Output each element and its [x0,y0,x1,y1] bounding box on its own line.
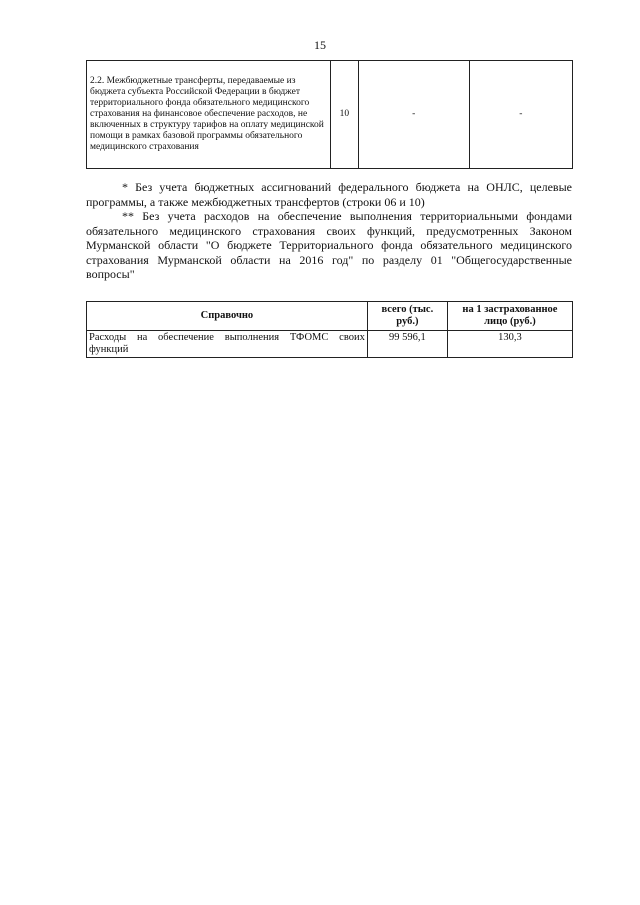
footnote-1: * Без учета бюджетных ассигнований федерального бюджета на ОНЛС, целевые программы, а также межбюджетных трансфертов (строки 06 и 10) [86,180,572,209]
row-per-person: 130,3 [447,331,572,358]
row-value-1: - [358,61,469,169]
row-code: 10 [331,61,359,169]
reference-table [86,301,573,358]
transfers-table [86,60,573,169]
table-row [87,331,573,358]
table-header-row [87,302,573,331]
row-label: Расходы на обеспечение выполнения ТФОМС своих функций [87,331,368,358]
row-total: 99 596,1 [367,331,447,358]
header-per-person: на 1 застрахованное лицо (руб.) [447,302,572,331]
footnotes [86,180,572,282]
header-total: всего (тыс. руб.) [367,302,447,331]
row-description: 2.2. Межбюджетные трансферты, передаваемые из бюджета субъекта Российской Федерации в бюджет территориального фонда обязательного медицинского страхования на финансовое обеспечение расходов, не включенных в структуру тарифов на оплату медицинской помощи в рамках базовой программы обязательного медицинского страхования [87,61,331,169]
header-reference: Справочно [87,302,368,331]
page-number: 15 [314,38,326,52]
table-row [87,61,573,169]
footnote-2: ** Без учета расходов на обеспечение выполнения территориальными фондами обязательного медицинского страхования своих функций, предусмотренных Законом Мурманской области "О бюджете Территориального фонда обязательного медицинского страхования Мурманской области на 2016 год" по разделу 01 "Общегосударственные вопросы" [86,209,572,281]
row-value-2: - [469,61,572,169]
